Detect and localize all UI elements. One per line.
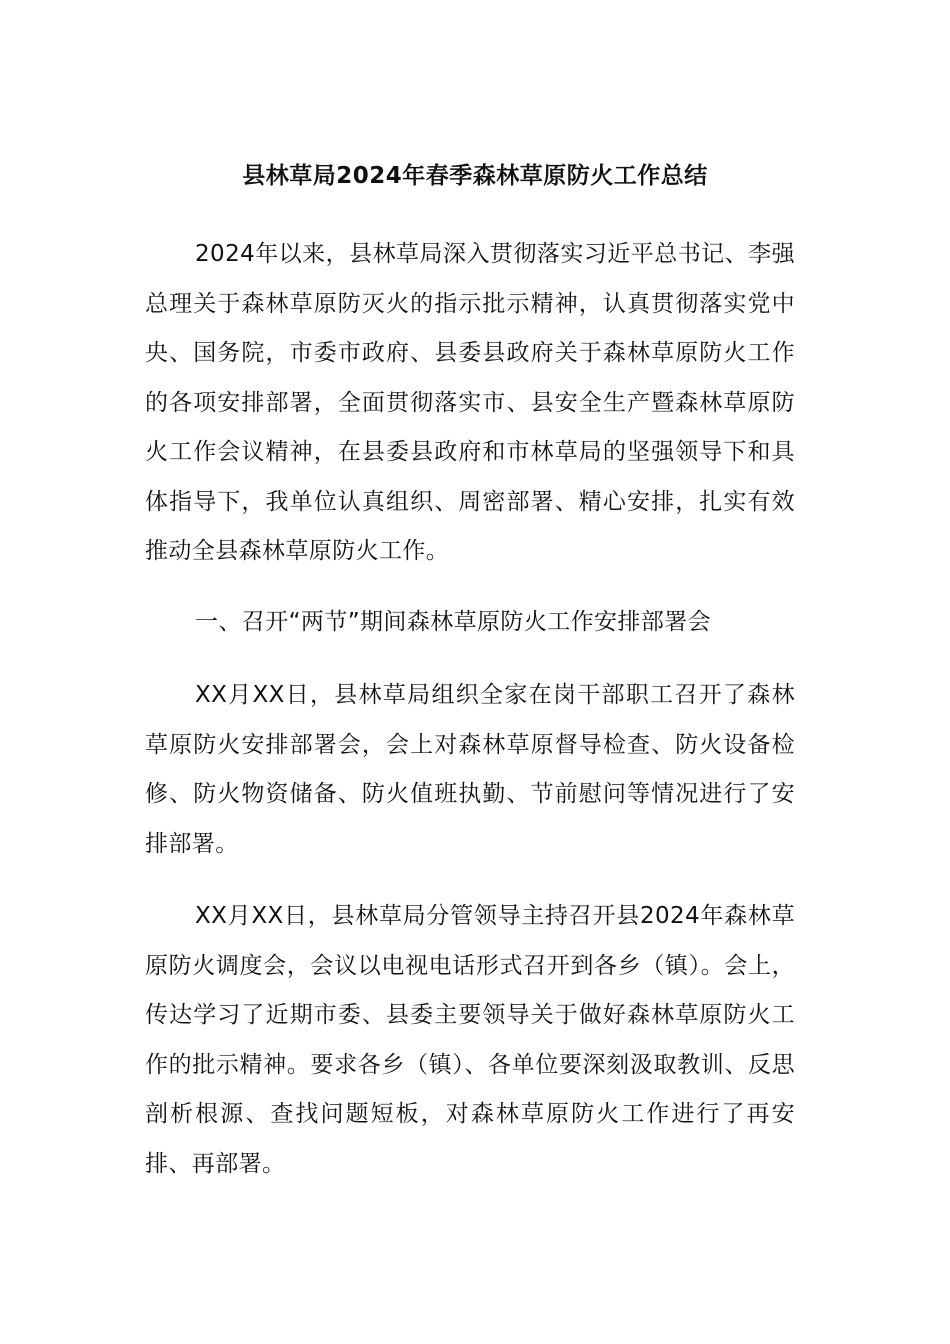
section-heading-1: 一、召开“两节”期间森林草原防火工作安排部署会 (195, 609, 712, 635)
paragraph-meeting-1: XX月XX日，县林草局组织全家在岗干部职工召开了森林草原防火安排部署会，会上对森林草原督导检查、防火设备检修、防火物资储备、防火值班执勤、节前慰问等情况进行了安排部署。 (145, 682, 795, 857)
paragraph-meeting-2: XX月XX日，县林草局分管领导主持召开县2024年森林草原防火调度会，会议以电视电话形式召开到各乡（镇）。会上，传达学习了近期市委、县委主要领导关于做好森林草原防火工作的批示精神。要求各乡（镇）、各单位要深刻汲取教训、反思剖析根源、查找问题短板，对森林草原防火工作进行了再安排、再部署。 (145, 903, 795, 1177)
document-title: 县林草局2024年春季森林草原防火工作总结 (242, 163, 708, 189)
paragraph-intro: 2024年以来，县林草局深入贯彻落实习近平总书记、李强总理关于森林草原防灭火的指示批示精神，认真贯彻落实党中央、国务院，市委市政府、县委县政府关于森林草原防火工作的各项安排部署，全面贯彻落实市、县安全生产暨森林草原防火工作会议精神，在县委县政府和市林草局的坚强领导下和具体指导下，我单位认真组织、周密部署、精心安排，扎实有效推动全县森林草原防火工作。 (145, 241, 795, 564)
